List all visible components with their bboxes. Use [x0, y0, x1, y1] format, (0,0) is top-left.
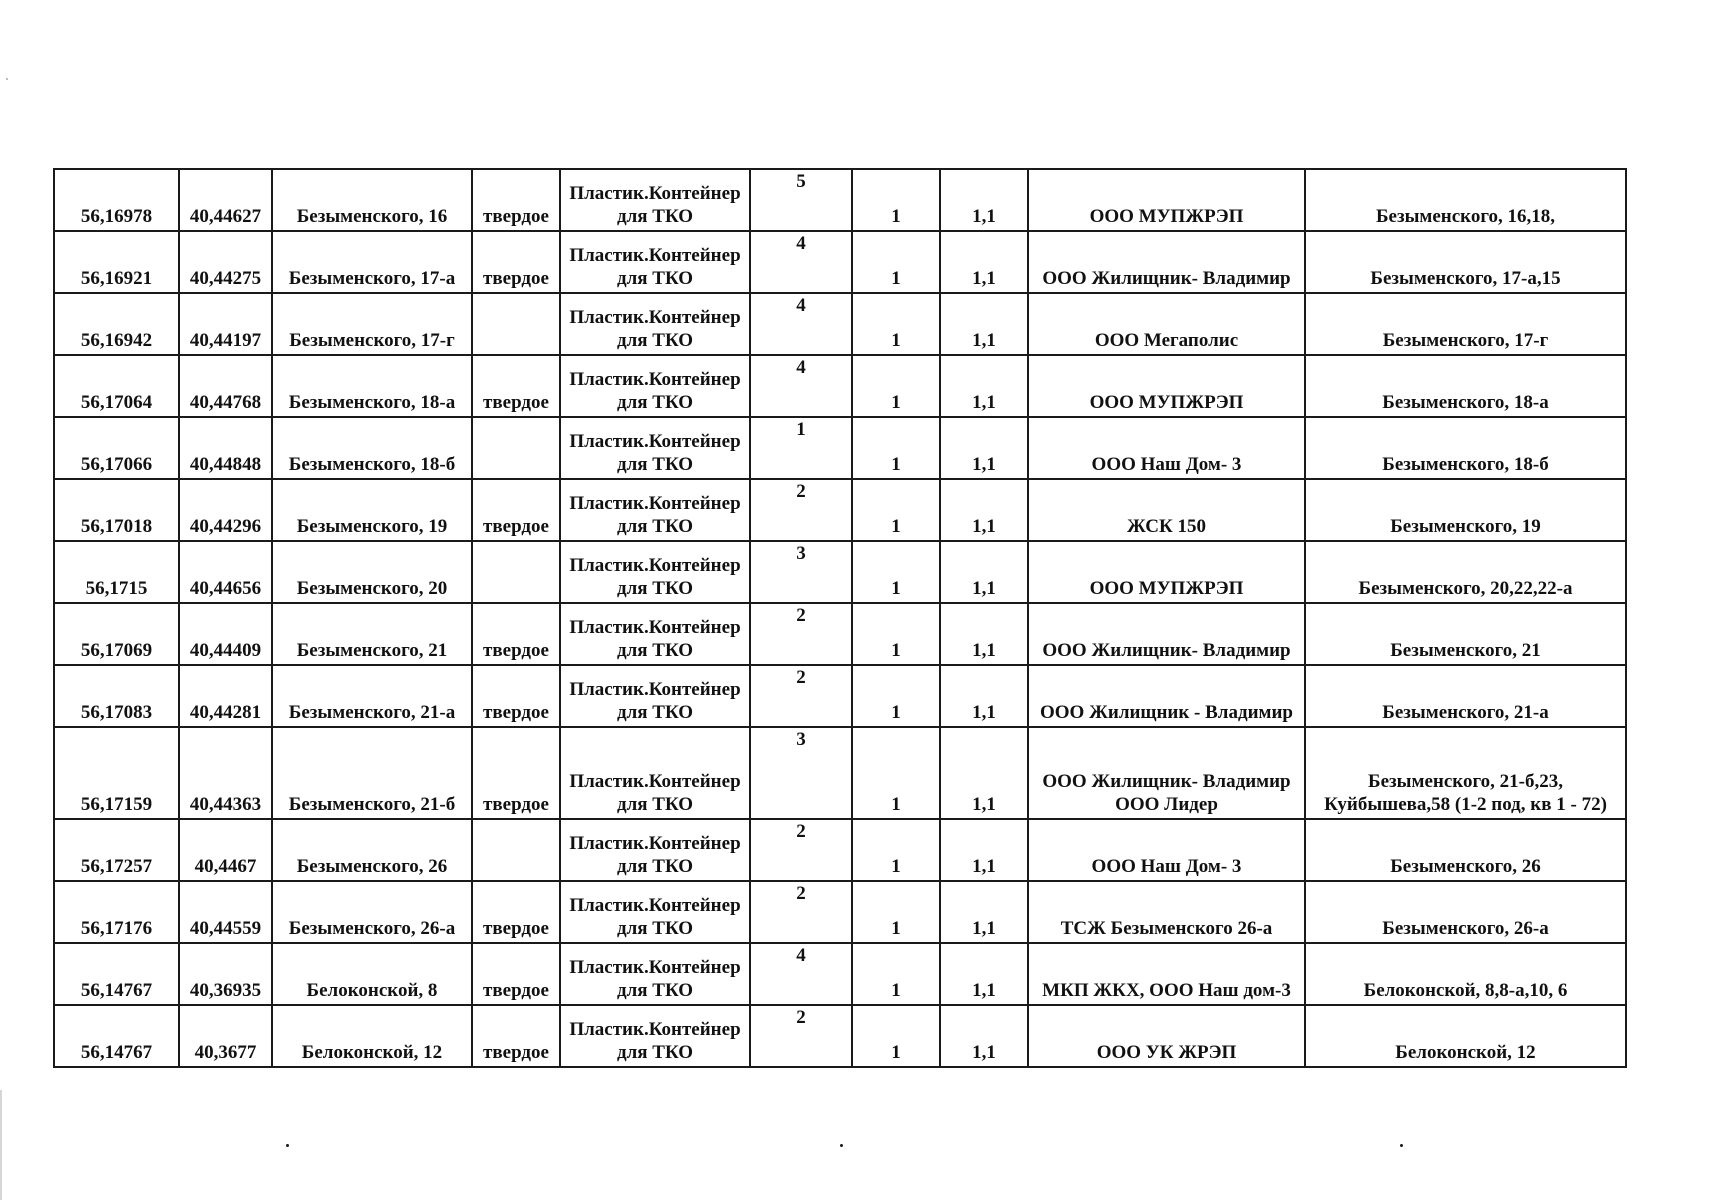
- quantity-cell: 1: [852, 417, 940, 479]
- container-type-cell-line: для ТКО: [616, 578, 694, 599]
- quantity-cell: 1: [852, 665, 940, 727]
- surface-cell: [472, 541, 560, 603]
- surface-cell: [472, 819, 560, 881]
- table-row: [54, 541, 1626, 603]
- latitude-cell: 56,17064: [54, 355, 179, 417]
- served-addresses-cell: [1305, 943, 1626, 1005]
- container-type-cell-line: Пластик.Контейнер: [569, 307, 741, 328]
- volume-cell: 1,1: [940, 665, 1028, 727]
- management-org-cell: [1028, 943, 1305, 1005]
- container-count-cell: 2: [750, 603, 852, 665]
- container-type-cell-line: Пластик.Контейнер: [569, 895, 741, 916]
- container-count-cell: 2: [750, 881, 852, 943]
- quantity-cell: 1: [852, 293, 940, 355]
- served-addresses-cell: [1305, 727, 1626, 819]
- longitude-cell: 40,3677: [179, 1005, 272, 1067]
- scan-artifact-edge: [0, 1090, 2, 1200]
- container-type-cell-line: для ТКО: [616, 794, 694, 815]
- quantity-cell: 1: [852, 231, 940, 293]
- container-count-cell: 2: [750, 479, 852, 541]
- address-cell: Белоконской, 8: [272, 943, 472, 1005]
- volume-cell: 1,1: [940, 293, 1028, 355]
- management-org-cell-line: МКП ЖКХ, ООО Наш дом-3: [1042, 980, 1291, 1001]
- served-addresses-cell-line: Безыменского, 19: [1390, 516, 1541, 537]
- container-count-cell: 4: [750, 355, 852, 417]
- surface-cell: твердое: [472, 169, 560, 231]
- scan-artifact-dot: [6, 78, 8, 80]
- management-org-cell: [1028, 727, 1305, 819]
- latitude-cell: 56,17018: [54, 479, 179, 541]
- longitude-cell: 40,44409: [179, 603, 272, 665]
- container-type-cell: [560, 603, 750, 665]
- volume-cell: 1,1: [940, 603, 1028, 665]
- latitude-cell: 56,1715: [54, 541, 179, 603]
- address-cell: Безыменского, 21-б: [272, 727, 472, 819]
- longitude-cell: 40,44363: [179, 727, 272, 819]
- volume-cell: 1,1: [940, 541, 1028, 603]
- served-addresses-cell: [1305, 231, 1626, 293]
- management-org-cell-line: ООО МУПЖРЭП: [1089, 578, 1244, 599]
- container-count-cell: 2: [750, 1005, 852, 1067]
- management-org-cell-line: ООО Лидер: [1115, 794, 1218, 815]
- quantity-cell: 1: [852, 355, 940, 417]
- container-type-cell: [560, 881, 750, 943]
- container-type-cell-line: Пластик.Контейнер: [569, 617, 741, 638]
- container-type-cell-line: Пластик.Контейнер: [569, 245, 741, 266]
- quantity-cell: 1: [852, 881, 940, 943]
- footer-dot-left: [286, 1144, 289, 1147]
- container-type-cell-line: для ТКО: [616, 702, 694, 723]
- container-type-cell-line: для ТКО: [616, 1042, 694, 1063]
- served-addresses-cell-line: Безыменского, 21: [1390, 640, 1541, 661]
- latitude-cell: 56,17159: [54, 727, 179, 819]
- surface-cell: твердое: [472, 665, 560, 727]
- latitude-cell: 56,14767: [54, 943, 179, 1005]
- served-addresses-cell-line: Безыменского, 18-б: [1382, 454, 1549, 475]
- latitude-cell: 56,17083: [54, 665, 179, 727]
- container-type-cell-line: для ТКО: [616, 856, 694, 877]
- latitude-cell: 56,17176: [54, 881, 179, 943]
- container-count-cell: 2: [750, 819, 852, 881]
- surface-cell: твердое: [472, 231, 560, 293]
- management-org-cell-line: ООО Жилищник - Владимир: [1040, 702, 1293, 723]
- served-addresses-cell-line: Белоконской, 12: [1395, 1042, 1536, 1063]
- volume-cell: 1,1: [940, 819, 1028, 881]
- address-cell: Безыменского, 20: [272, 541, 472, 603]
- address-cell: Безыменского, 18-а: [272, 355, 472, 417]
- management-org-cell-line: ООО МУПЖРЭП: [1089, 392, 1244, 413]
- served-addresses-cell-line: Безыменского, 16,18,: [1375, 206, 1556, 227]
- surface-cell: [472, 417, 560, 479]
- latitude-cell: 56,16921: [54, 231, 179, 293]
- management-org-cell: [1028, 231, 1305, 293]
- served-addresses-cell-line: Безыменского, 26-а: [1382, 918, 1549, 939]
- container-type-cell: [560, 231, 750, 293]
- container-count-cell: 3: [750, 727, 852, 819]
- container-type-cell-line: для ТКО: [616, 454, 694, 475]
- container-type-cell: [560, 727, 750, 819]
- table-row: [54, 881, 1626, 943]
- table-row: [54, 727, 1626, 819]
- management-org-cell: [1028, 417, 1305, 479]
- longitude-cell: 40,44559: [179, 881, 272, 943]
- container-type-cell-line: для ТКО: [616, 206, 694, 227]
- table-row: [54, 943, 1626, 1005]
- container-count-cell: 4: [750, 231, 852, 293]
- container-type-cell-line: Пластик.Контейнер: [569, 493, 741, 514]
- surface-cell: твердое: [472, 355, 560, 417]
- served-addresses-cell-line: Куйбышева,58 (1-2 под, кв 1 - 72): [1324, 794, 1607, 815]
- container-type-cell: [560, 1005, 750, 1067]
- volume-cell: 1,1: [940, 1005, 1028, 1067]
- management-org-cell: [1028, 665, 1305, 727]
- container-count-cell: 5: [750, 169, 852, 231]
- management-org-cell: [1028, 881, 1305, 943]
- served-addresses-cell-line: Безыменского, 18-а: [1382, 392, 1549, 413]
- table-row: [54, 603, 1626, 665]
- surface-cell: твердое: [472, 603, 560, 665]
- served-addresses-cell: [1305, 417, 1626, 479]
- longitude-cell: 40,44627: [179, 169, 272, 231]
- served-addresses-cell-line: Белоконской, 8,8-а,10, 6: [1363, 980, 1568, 1001]
- management-org-cell-line: ТСЖ Безыменского 26-а: [1060, 918, 1273, 939]
- container-type-cell-line: для ТКО: [616, 268, 694, 289]
- table-row: [54, 169, 1626, 231]
- address-cell: Безыменского, 17-а: [272, 231, 472, 293]
- served-addresses-cell-line: Безыменского, 17-а,15: [1370, 268, 1561, 289]
- quantity-cell: 1: [852, 943, 940, 1005]
- longitude-cell: 40,44848: [179, 417, 272, 479]
- management-org-cell-line: ООО Наш Дом- 3: [1091, 454, 1242, 475]
- longitude-cell: 40,44768: [179, 355, 272, 417]
- management-org-cell-line: ООО Наш Дом- 3: [1091, 856, 1242, 877]
- container-type-cell: [560, 169, 750, 231]
- table-row: [54, 417, 1626, 479]
- served-addresses-cell-line: Безыменского, 21-б,23,: [1368, 771, 1563, 792]
- management-org-cell: [1028, 169, 1305, 231]
- container-type-cell-line: для ТКО: [616, 640, 694, 661]
- quantity-cell: 1: [852, 479, 940, 541]
- volume-cell: 1,1: [940, 727, 1028, 819]
- container-type-cell: [560, 479, 750, 541]
- container-type-cell-line: для ТКО: [616, 980, 694, 1001]
- latitude-cell: 56,16942: [54, 293, 179, 355]
- served-addresses-cell: [1305, 541, 1626, 603]
- management-org-cell-line: ООО УК ЖРЭП: [1096, 1042, 1237, 1063]
- longitude-cell: 40,36935: [179, 943, 272, 1005]
- container-type-cell: [560, 665, 750, 727]
- served-addresses-cell: [1305, 603, 1626, 665]
- address-cell: Безыменского, 21: [272, 603, 472, 665]
- container-type-cell-line: для ТКО: [616, 918, 694, 939]
- volume-cell: 1,1: [940, 943, 1028, 1005]
- served-addresses-cell-line: Безыменского, 17-г: [1382, 330, 1549, 351]
- container-count-cell: 4: [750, 943, 852, 1005]
- table-body: [54, 169, 1626, 1067]
- served-addresses-cell: [1305, 665, 1626, 727]
- container-type-cell-line: Пластик.Контейнер: [569, 431, 741, 452]
- container-type-cell-line: Пластик.Контейнер: [569, 771, 741, 792]
- address-cell: Безыменского, 26-а: [272, 881, 472, 943]
- address-cell: Безыменского, 16: [272, 169, 472, 231]
- longitude-cell: 40,44656: [179, 541, 272, 603]
- container-type-cell: [560, 417, 750, 479]
- served-addresses-cell: [1305, 293, 1626, 355]
- management-org-cell-line: ЖСК 150: [1126, 516, 1207, 537]
- management-org-cell: [1028, 355, 1305, 417]
- management-org-cell-line: ООО Жилищник- Владимир: [1042, 771, 1291, 792]
- container-type-cell: [560, 819, 750, 881]
- container-type-cell-line: Пластик.Контейнер: [569, 957, 741, 978]
- table-row: [54, 293, 1626, 355]
- served-addresses-cell: [1305, 169, 1626, 231]
- surface-cell: твердое: [472, 727, 560, 819]
- served-addresses-cell: [1305, 1005, 1626, 1067]
- management-org-cell: [1028, 603, 1305, 665]
- footer-dot-center: [840, 1144, 843, 1147]
- table-row: [54, 479, 1626, 541]
- table-row: [54, 355, 1626, 417]
- container-count-cell: 4: [750, 293, 852, 355]
- surface-cell: твердое: [472, 943, 560, 1005]
- quantity-cell: 1: [852, 1005, 940, 1067]
- quantity-cell: 1: [852, 819, 940, 881]
- address-cell: Безыменского, 19: [272, 479, 472, 541]
- latitude-cell: 56,17257: [54, 819, 179, 881]
- container-count-cell: 1: [750, 417, 852, 479]
- container-type-cell-line: для ТКО: [616, 330, 694, 351]
- served-addresses-cell: [1305, 479, 1626, 541]
- container-type-cell-line: Пластик.Контейнер: [569, 833, 741, 854]
- surface-cell: твердое: [472, 881, 560, 943]
- volume-cell: 1,1: [940, 479, 1028, 541]
- table-row: [54, 665, 1626, 727]
- container-type-cell-line: для ТКО: [616, 516, 694, 537]
- management-org-cell-line: ООО Жилищник- Владимир: [1042, 640, 1291, 661]
- management-org-cell-line: ООО Мегаполис: [1094, 330, 1239, 351]
- container-type-cell: [560, 943, 750, 1005]
- longitude-cell: 40,44296: [179, 479, 272, 541]
- served-addresses-cell-line: Безыменского, 20,22,22-а: [1358, 578, 1573, 599]
- container-type-cell: [560, 541, 750, 603]
- footer-dot-right: [1400, 1144, 1403, 1147]
- served-addresses-cell: [1305, 355, 1626, 417]
- management-org-cell: [1028, 293, 1305, 355]
- served-addresses-cell: [1305, 819, 1626, 881]
- surface-cell: [472, 293, 560, 355]
- address-cell: Безыменского, 18-б: [272, 417, 472, 479]
- quantity-cell: 1: [852, 727, 940, 819]
- volume-cell: 1,1: [940, 169, 1028, 231]
- latitude-cell: 56,14767: [54, 1005, 179, 1067]
- management-org-cell: [1028, 479, 1305, 541]
- latitude-cell: 56,17069: [54, 603, 179, 665]
- management-org-cell-line: ООО МУПЖРЭП: [1089, 206, 1244, 227]
- container-count-cell: 2: [750, 665, 852, 727]
- longitude-cell: 40,44281: [179, 665, 272, 727]
- container-type-cell-line: Пластик.Контейнер: [569, 1019, 741, 1040]
- served-addresses-cell-line: Безыменского, 26: [1390, 856, 1541, 877]
- latitude-cell: 56,17066: [54, 417, 179, 479]
- address-cell: Безыменского, 17-г: [272, 293, 472, 355]
- volume-cell: 1,1: [940, 355, 1028, 417]
- address-cell: Белоконской, 12: [272, 1005, 472, 1067]
- container-type-cell-line: Пластик.Контейнер: [569, 555, 741, 576]
- quantity-cell: 1: [852, 603, 940, 665]
- container-count-cell: 3: [750, 541, 852, 603]
- container-type-cell-line: Пластик.Контейнер: [569, 679, 741, 700]
- management-org-cell: [1028, 541, 1305, 603]
- longitude-cell: 40,44197: [179, 293, 272, 355]
- table-row: [54, 231, 1626, 293]
- management-org-cell: [1028, 1005, 1305, 1067]
- quantity-cell: 1: [852, 541, 940, 603]
- surface-cell: твердое: [472, 1005, 560, 1067]
- longitude-cell: 40,44275: [179, 231, 272, 293]
- latitude-cell: 56,16978: [54, 169, 179, 231]
- volume-cell: 1,1: [940, 231, 1028, 293]
- management-org-cell: [1028, 819, 1305, 881]
- table-row: [54, 819, 1626, 881]
- address-cell: Безыменского, 21-а: [272, 665, 472, 727]
- container-type-cell: [560, 293, 750, 355]
- surface-cell: твердое: [472, 479, 560, 541]
- longitude-cell: 40,4467: [179, 819, 272, 881]
- volume-cell: 1,1: [940, 881, 1028, 943]
- volume-cell: 1,1: [940, 417, 1028, 479]
- address-cell: Безыменского, 26: [272, 819, 472, 881]
- served-addresses-cell-line: Безыменского, 21-а: [1382, 702, 1549, 723]
- quantity-cell: 1: [852, 169, 940, 231]
- management-org-cell-line: ООО Жилищник- Владимир: [1042, 268, 1291, 289]
- container-type-cell-line: Пластик.Контейнер: [569, 183, 741, 204]
- container-type-cell-line: для ТКО: [616, 392, 694, 413]
- container-type-cell: [560, 355, 750, 417]
- served-addresses-cell: [1305, 881, 1626, 943]
- waste-container-sites-table: [53, 168, 1627, 1068]
- container-type-cell-line: Пластик.Контейнер: [569, 369, 741, 390]
- table-row: [54, 1005, 1626, 1067]
